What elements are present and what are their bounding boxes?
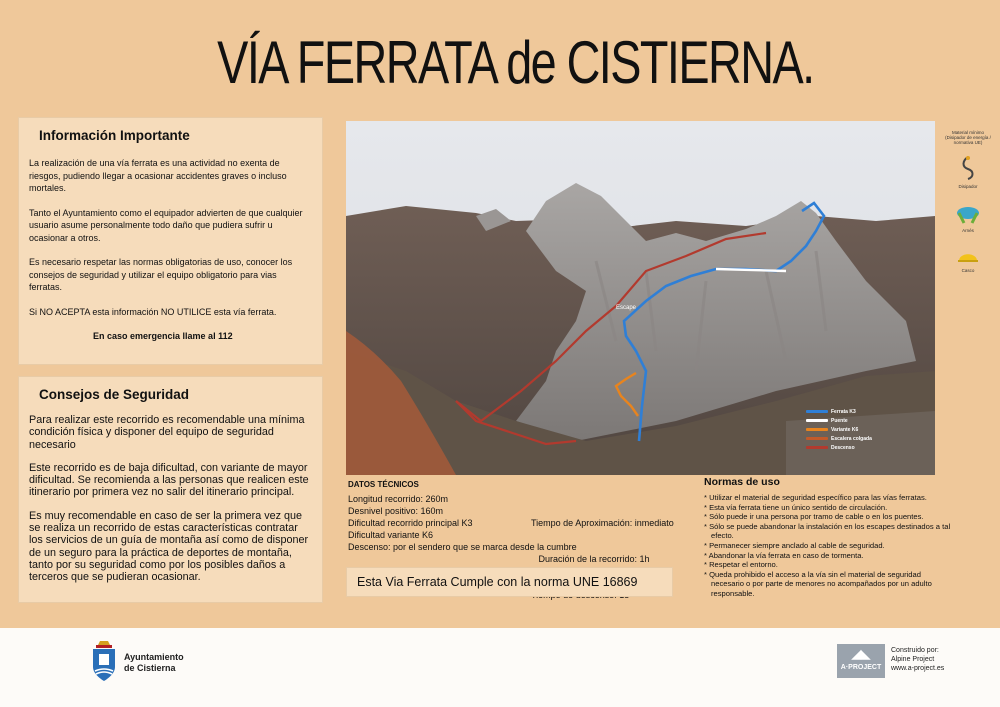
legend-swatch bbox=[806, 446, 828, 449]
legend-label: Puente bbox=[831, 417, 848, 424]
technical-item: Desnivel positivo: 160m bbox=[348, 506, 444, 516]
town-name-line: de Cistierna bbox=[124, 663, 176, 673]
rule-item: * Respetar el entorno. bbox=[704, 560, 778, 570]
rule-item: * Abandonar la vía ferrata en caso de tormenta. bbox=[704, 550, 864, 560]
tips-paragraph: Este recorrido es de baja dificultad, con variante de mayor dificultad. Se recomienda a las personas que realicen este itinerario por primera vez no salir del itinerario principal. bbox=[29, 461, 309, 499]
technical-item: Dificultad variante K6 bbox=[348, 530, 434, 540]
tips-paragraph: Es muy recomendable en caso de ser la primera vez que se realiza un recorrido de estas características contratar los servicios de un guía de montaña así como de disponer de un seguro para la práctica de deportes de montaña, tanto por su seguridad como por los posibles daños a terceros que se pudieran ocasionar. bbox=[29, 509, 309, 584]
technical-data-heading: DATOS TÉCNICOS bbox=[348, 480, 419, 489]
safety-tips-heading: Consejos de Seguridad bbox=[39, 387, 190, 402]
legend-label: Ferrata K3 bbox=[831, 408, 856, 415]
legend-label: Descenso bbox=[831, 444, 855, 451]
legend-label: Variante K6 bbox=[831, 426, 859, 433]
rules-heading: Normas de uso bbox=[704, 476, 780, 488]
important-info-panel bbox=[18, 117, 323, 365]
legend-swatch bbox=[806, 410, 828, 413]
footer bbox=[0, 628, 1000, 707]
legend-item bbox=[806, 407, 872, 416]
legend-swatch bbox=[806, 428, 828, 431]
builder-info-line: www.a-project.es bbox=[891, 665, 945, 672]
info-paragraph: La realización de una vía ferrata es una actividad no exenta de riesgos, pudiendo llegar a ocasionar accidentes graves o incluso mortales. bbox=[29, 158, 287, 193]
technical-item: Duración de la recorrido: 1h bbox=[531, 554, 650, 564]
important-info-heading: Información Importante bbox=[39, 128, 190, 143]
legend-item bbox=[806, 434, 872, 443]
page-title: VÍA FERRATA de CISTIERNA. bbox=[217, 29, 814, 96]
rules-list bbox=[704, 493, 954, 599]
safety-tips-panel bbox=[18, 376, 323, 603]
minimum-material bbox=[940, 130, 996, 287]
town-name bbox=[124, 652, 184, 674]
legend-item bbox=[806, 443, 872, 452]
legend-item bbox=[806, 416, 872, 425]
builder-info-line: Construido por: bbox=[891, 647, 939, 654]
helmet-icon bbox=[957, 247, 979, 265]
builder-logo-text: A·PROJECT bbox=[840, 664, 882, 671]
town-crest-icon bbox=[90, 639, 118, 683]
material-label: Disipador bbox=[958, 184, 978, 189]
norm-compliance-box: Esta Via Ferrata Cumple con la norma UNE 16869 bbox=[346, 567, 673, 597]
legend-swatch bbox=[806, 437, 828, 440]
rule-item: * Permanecer siempre anclado al cable de seguridad. bbox=[704, 540, 885, 550]
material-heading: Material mínimo bbox=[951, 130, 984, 135]
rule-item: * Utilizar el material de seguridad específico para las vías ferratas. bbox=[704, 493, 927, 502]
harness-icon bbox=[955, 203, 981, 225]
builder-info-line: Alpine Project bbox=[891, 656, 935, 663]
technical-item: Tiempo de Aproximación: inmediato bbox=[531, 518, 674, 528]
legend-label: Escalera colgada bbox=[831, 435, 872, 442]
rule-item: * Sólo puede ir una persona por tramo de cable o en los puentes. bbox=[704, 512, 924, 522]
tips-paragraph: Para realizar este recorrido es recomendable una mínima condición física y disponer del equipo de seguridad necesario bbox=[29, 414, 305, 451]
rule-item: * Sólo se puede abandonar la instalación en los escapes destinados a tal efecto. bbox=[704, 521, 951, 541]
escape-label: Escape bbox=[616, 305, 637, 311]
material-label: Arnés bbox=[962, 228, 974, 233]
builder-info bbox=[891, 646, 944, 673]
legend-swatch bbox=[806, 419, 828, 422]
legend-item bbox=[806, 425, 872, 434]
emergency-notice: En caso emergencia llame al 112 bbox=[93, 331, 233, 341]
rule-item: * Queda prohibido el acceso a la vía sin el material de seguridad necesario o por parte de menores no acompañados por un adulto responsable. bbox=[704, 569, 932, 598]
rule-item: * Esta vía ferrata tiene un único sentido de circulación. bbox=[704, 502, 888, 512]
route-legend bbox=[806, 407, 872, 452]
info-paragraph: Es necesario respetar las normas obligatorias de uso, conocer los consejos de seguridad y utilizar el equipo obligatorio para vias ferratas. bbox=[29, 257, 293, 292]
info-paragraph: Si NO ACEPTA esta información NO UTILICE esta vía ferrata. bbox=[29, 306, 277, 317]
technical-item: Longitud recorrido: 260m bbox=[348, 494, 449, 504]
material-label: Casco bbox=[961, 268, 975, 273]
energy-absorber-icon bbox=[958, 155, 978, 181]
builder-logo bbox=[837, 644, 885, 678]
town-name-line: Ayuntamiento bbox=[124, 652, 184, 662]
info-paragraph: Tanto el Ayuntamiento como el equipador advierten de que cualquier usuario asume personalmente todo daño que pudiera sufrir u ocasionar a otros. bbox=[29, 207, 303, 243]
material-subheading: (Disipador de energía / normativa UE) bbox=[945, 135, 991, 145]
builder-logo-icon: ◢◣ bbox=[851, 647, 871, 661]
technical-item: Dificultad recorrido principal K3 bbox=[348, 518, 473, 528]
technical-item: Descenso: por el sendero que se marca desde la cumbre bbox=[348, 542, 577, 552]
